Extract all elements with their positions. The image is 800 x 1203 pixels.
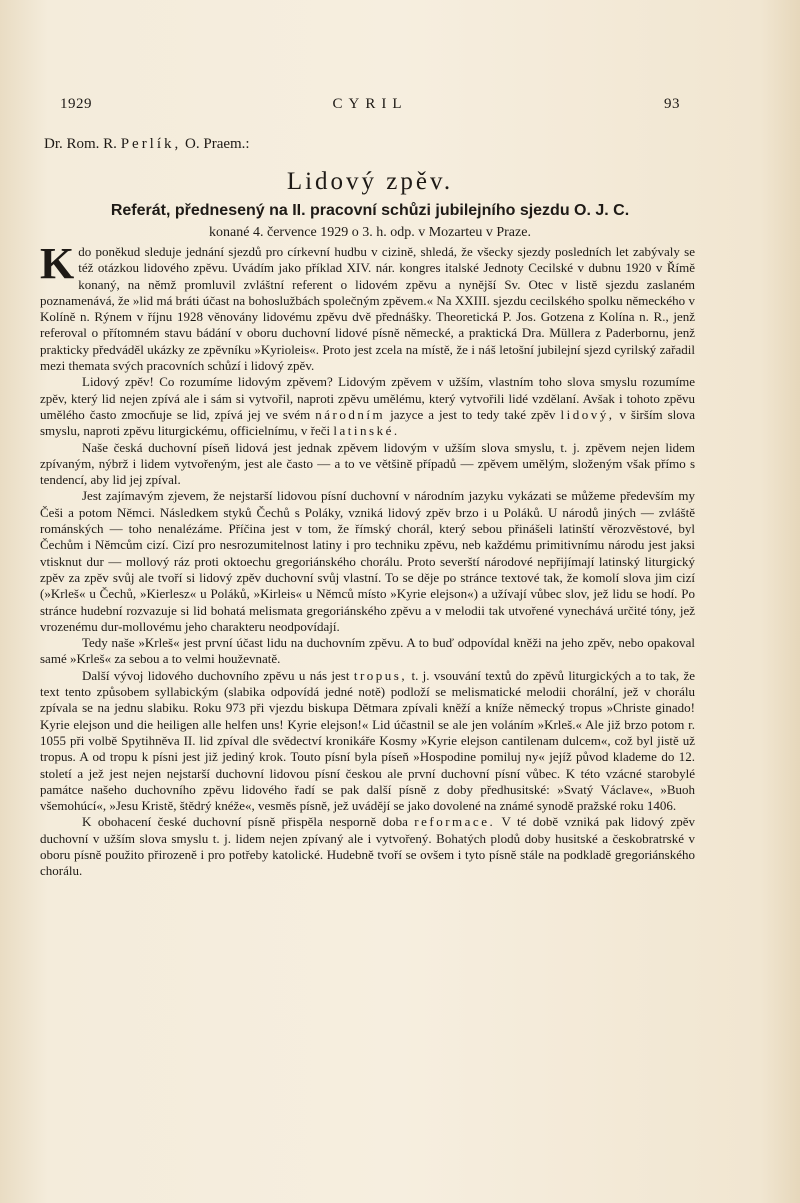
paragraph-7-text-a: K obohacení české duchovní písně přispěla nesporně doba (82, 814, 408, 830)
author-surname: Perlík, (120, 136, 182, 152)
header-journal-title: CYRIL (332, 96, 408, 112)
article-body (40, 239, 696, 880)
emphasis-latinske: latinské. (333, 423, 400, 439)
paragraph-2-text-a: Lidový zpěv! Co rozumíme lidovým zpěvem? Lidovým zpěvem v užším, vlastním toho slova smyslu rozumíme zpěv, který lid nejen zpívá ale i sám si vytvořil, naproti zpěvu umělému, který vytvořili lidé vzdělaní. Avšak i tohoto zpěvu umělého často zmocňuje se lid, zpívá jej ve svém (40, 374, 695, 422)
paragraph-7-text-b: V té době vzniká pak lidový zpěv duchovní v užším slova smyslu t. j. lidem nejen zpívaný ale i vytvořený. Bohatých plodů doby husitské a českobratrské v oboru písně použito přirozeně i pro potřeby katolické. Hudebně tvoří se ovšem i tyto písně stále na podkladě gregoriánského chorálu. (40, 814, 696, 879)
article-subtitle: Referát, přednesený na II. pracovní schůzi jubilejního sjezdu O. J. C. (110, 202, 630, 219)
paragraph-6 (40, 668, 695, 815)
paragraph-3: Naše česká duchovní píseň lidová jest jednak zpěvem lidovým v užším slova smyslu, t. j. zpěvem nejen lidem zpívaným, nýbrž i lidem vytvořeným, jest ale často — a to ve většině případů — zpěvem umělým, složeným však přímo s tendencí, aby lid jej zpíval. (40, 439, 695, 488)
paragraph-6-text-a: Další vývoj lidového duchovního zpěvu u nás jest (82, 667, 350, 683)
header-year: 1929 (60, 96, 92, 112)
article-place-date: konané 4. července 1929 o 3. h. odp. v Mozarteu v Praze. (209, 225, 531, 240)
paragraph-7 (40, 814, 695, 879)
paragraph-4: Jest zajímavým zjevem, že nejstarší lidovou písní duchovní v národním jazyku vykázati se můžeme především my Češi a potom Němci. Následkem styků Čechů s Poláky, vzniká lidový zpěv brzo i u Poláků. U národů jiných — zvláště románských — toho nenalézáme. Příčina jest v tom, že římský chorál, který sebou přinášeli latinští věrozvěstové, byl Čechům i Němcům cizí. Cizí pro nesrozumitelnost latiny i pro techniku zpěvu, neb každému primitivnímu národu jest jaksi vtisknut dur — mollový ráz proti oktoechu gregoriánského chorálu. Proto severští národové nepřijímají latinský liturgický zpěv za zpěv svůj ale tvoří si lidový zpěv duchovní svůj vlastní. To se děje po stránce textové tak, že komolí slova jim cizí (»Krleš« u Čechů, »Kierlesz« u Poláků, »Kirleis« u Němců místo »Kyrie elejson«) a užívají vůbec slov, jež lidu se hodí. Po stránce hudební rozvazuje si lid bohatá melismata gregoriánského zpěvu a v melodii tak utvořené vynechává určité tóny, jež vrozenému dur-mollovému jeho charakteru neodpovídají. (40, 488, 695, 634)
paragraph-2-text-b: jazyce a jest to tedy také zpěv (390, 406, 556, 422)
paragraph-2 (40, 374, 695, 439)
paragraph-1-text: do poněkud sleduje jednání sjezdů pro církevní hudbu v cizině, shledá, že všecky sjezdy posledních let zabývaly se též otázkou lidového zpěvu. Uvádím jako příklad XIV. nár. kongres italské Jednoty Cecilské v dubnu 1920 v Římě konaný, na němž promluvil zvláštní referent o lidovém zpěvu a nynější Sv. Otec v listě sjezdu zaslaném poznamenává, že »lid má bráti účast na bohoslužbách společným zpěvem.« Na XXIII. sjezdu cecilského spolku německého v Kolíně n. Rýnem v říjnu 1928 věnovány lidovému zpěvu dvě přednášky. Theoretická P. Jos. Gotzena z Kolína n. R., jenž referoval o přítomném stavu bádání v oboru duchovní lidové písně německé, a praktická Dra. Müllera z Paderbornu, jenž prakticky předváděl ukázky ze zpěvníku »Kyrioleis«. Proto jest zcela na místě, že i náš letošní jubilejní sjezd cyrilský zařadil mezi themata svých pracovních schůzí i lidový zpěv. (40, 244, 695, 374)
paragraph-5: Tedy naše »Krleš« jest první účast lidu na duchovním zpěvu. A to buď odpovídal kněži na jeho zpěv, nebo opakoval samé »Krleš« za sebou a to velmi houževnatě. (40, 635, 695, 667)
emphasis-reformace: reformace. (414, 814, 496, 830)
emphasis-narodnim: národním (315, 406, 386, 422)
author-line (44, 136, 250, 153)
paragraph-6-text-b: t. j. vsouvání textů do zpěvů liturgických a to tak, že text tento způsobem syllabickým (slabika odpovídá jedné notě) podloží se melismatické melodii chorální, jež v chorálu zpívala se na jednu slabiku. Roku 973 při vjezdu biskupa Dětmara zpívali kněží a knížе německý tropus »Christe ginado! Kyrie elejson und die heiligen alle helfen uns! Kyrie elejson!« Lid účastnil se ale jen voláním »Krleš.« Ale již brzo potom r. 1055 při volbě Spytihněva II. lid zpíval dle svědectví kronikáře Kosmy »Kyrie elejson cantilenam dulcem«, což byl jistě už tropus. A od tropu k písni jest již jediný krok. Touto písní byla píseň »Hospodine pomiluj ny« jejíž původ klademe do 12. století a jež jest nejen nejstarší duchovní lidovou písní českou ale první duchovní písní vůbec. K této vzácné starobylé památce našeho duchovního zpěvu lidového řadí se pak další písně z doby předhusitské: »Svatý Václave«, »Buoh všemohúcí«, »Jesu Kristě, štědrý knéže«, vesměs písně, jež uvádějí se jako dovolené na známé synodě pražské roku 1406. (40, 667, 695, 814)
article-title: Lidový zpěv. (286, 168, 454, 195)
paragraph-2-text-c: v širším slova smyslu, naproti zpěvu liturgickému, officielnímu, v řeči (40, 406, 696, 439)
page-number: 93 (664, 96, 680, 112)
drop-cap: K (40, 239, 75, 288)
emphasis-tropus: tropus, (353, 667, 408, 683)
emphasis-lidovy: lidový, (560, 406, 615, 422)
paragraph-1 (40, 239, 695, 374)
author-prefix: Dr. Rom. R. (44, 136, 117, 152)
author-suffix: O. Praem.: (185, 136, 250, 152)
